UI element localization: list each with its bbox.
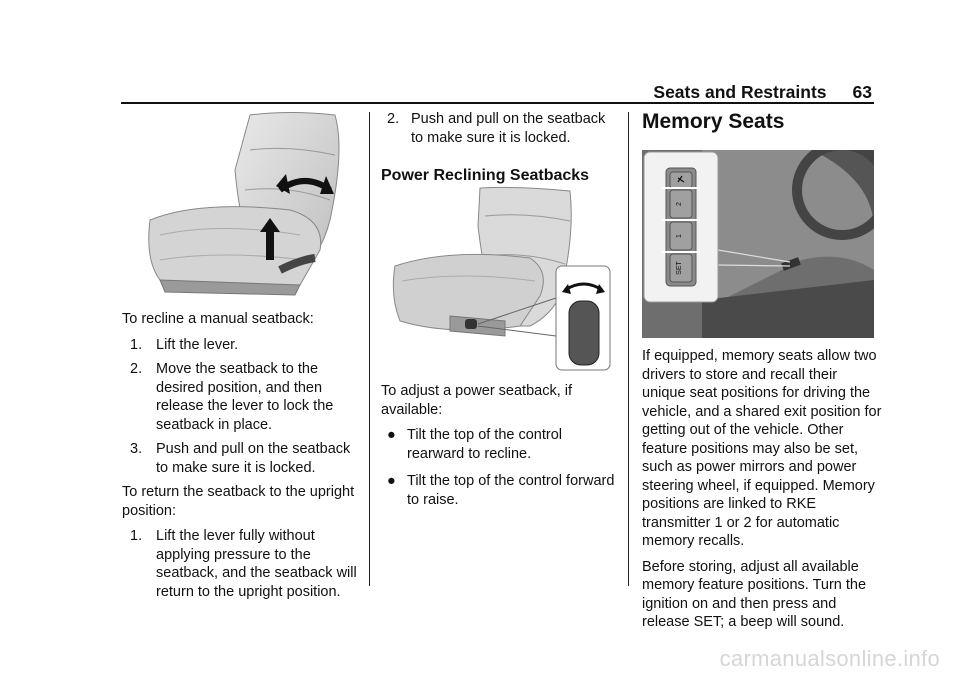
memory-seats-heading: Memory Seats — [642, 110, 785, 133]
watermark: carmanualsonline.info — [719, 646, 940, 671]
memory-button-set-label: SET — [676, 261, 683, 275]
step-text: Push and pull on the seatback to make sure it is locked. — [411, 111, 606, 146]
bullet: ● — [387, 427, 396, 443]
manual-seat-illustration — [140, 110, 352, 300]
column-divider-1 — [369, 112, 370, 586]
list-item — [122, 360, 358, 434]
list-item — [381, 472, 615, 509]
step-text: Move the seatback to the desired position, and then release the lever to lock the seatback in place. — [156, 361, 334, 433]
step-text: Lift the lever fully without applying pressure to the seatback, and the seatback will return to the upright position. — [156, 528, 357, 600]
page-header — [600, 82, 872, 103]
column-1 — [122, 310, 358, 607]
section-title: Seats and Restraints — [653, 82, 827, 102]
power-intro: To adjust a power seatback, if available: — [381, 383, 573, 418]
power-seat-illustration — [390, 186, 612, 372]
recline-intro: To recline a manual seatback: — [122, 311, 314, 327]
recline-steps — [122, 336, 358, 478]
bullet-text: Tilt the top of the control forward to raise. — [407, 473, 615, 508]
step-text: Push and pull on the seatback to make sure it is locked. — [156, 441, 351, 476]
step-number: 2. — [130, 361, 143, 377]
bullet: ● — [387, 473, 396, 489]
continued-steps — [381, 110, 615, 147]
list-item — [122, 336, 358, 355]
memory-seat-illustration — [642, 150, 874, 338]
bullet-text: Tilt the top of the control rearward to recline. — [407, 427, 563, 462]
column-2-lower — [381, 382, 615, 518]
power-bullets — [381, 426, 615, 509]
step-number: 3. — [130, 441, 143, 457]
page-number: 63 — [852, 82, 872, 102]
memory-button-2-label: 2 — [676, 202, 683, 206]
memory-paragraph-2: Before storing, adjust all available memory feature positions. Turn the ignition on and then press and release SET; a beep will sound. — [642, 558, 867, 630]
memory-button-1-label: 1 — [676, 234, 683, 238]
return-intro: To return the seatback to the upright position: — [122, 484, 355, 519]
return-steps — [122, 527, 358, 601]
column-divider-2 — [628, 112, 629, 586]
power-recline-heading: Power Reclining Seatbacks — [381, 167, 590, 184]
header-rule — [121, 102, 874, 104]
step-text: Lift the lever. — [156, 336, 239, 353]
step-number: 2. — [387, 111, 400, 127]
memory-paragraph-1: If equipped, memory seats allow two drivers to store and recall their unique seat positions for driving the vehicle, and a shared exit position for getting out of the vehicle. Other feature positions may also be set, such as power mirrors and power steering wheel, if equipped. Memory positions are linked to RKE transmitter 1 or 2 for automatic memory recalls. — [642, 348, 882, 549]
step-number: 1. — [130, 336, 143, 353]
step-number: 1. — [130, 528, 143, 544]
list-item — [122, 440, 358, 477]
column-3 — [642, 347, 882, 639]
list-item — [122, 527, 358, 601]
list-item — [381, 110, 615, 147]
list-item — [381, 426, 615, 463]
